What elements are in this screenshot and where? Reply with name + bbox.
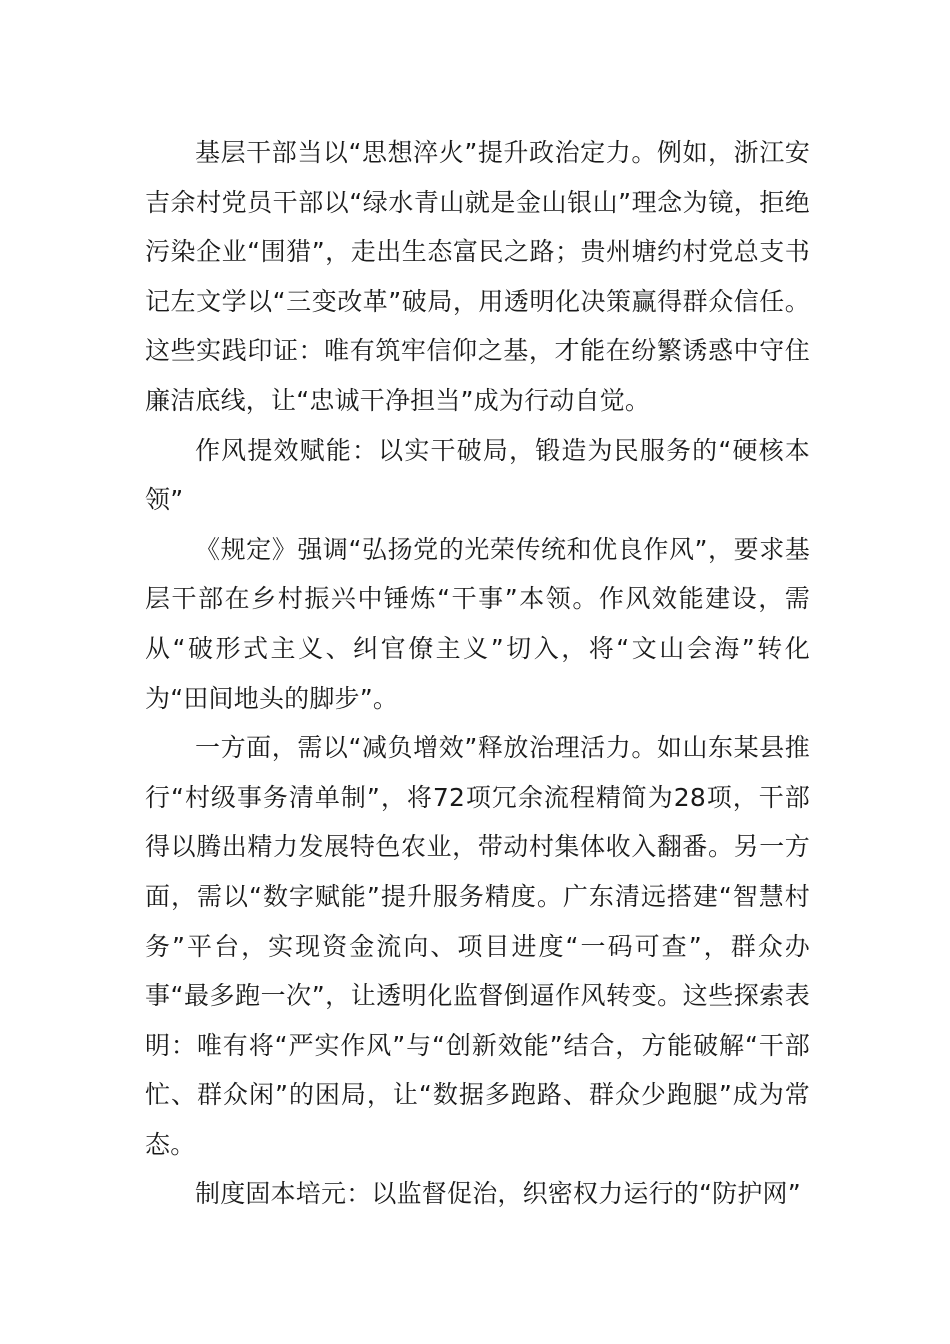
paragraph-regulation-emphasis: 《规定》强调“弘扬党的光荣传统和优良作风”，要求基层干部在乡村振兴中锤炼“干事”本领。作风效能建设，需从“破形式主义、纠官僚主义”切入，将“文山会海”转化为“田间地头的脚步”。 — [145, 534, 810, 713]
paragraph-ideological-tempering: 基层干部当以“思想淬火”提升政治定力。例如，浙江安吉余村党员干部以“绿水青山就是金山银山”理念为镜，拒绝污染企业“围猎”，走出生态富民之路；贵州塘约村党总支书记左文学以“三变改革”破局，用透明化决策赢得群众信任。这些实践印证：唯有筑牢信仰之基，才能在纷繁诱惑中守住廉洁底线，让“忠诚干净担当”成为行动自觉。 — [145, 138, 810, 415]
paragraph-burden-reduction: 一方面，需以“减负增效”释放治理活力。如山东某县推行“村级事务清单制”，将72项冗余流程精简为28项，干部得以腾出精力发展特色农业，带动村集体收入翻番。另一方面，需以“数字赋能”提升服务精度。广东清远搭建“智慧村务”平台，实现资金流向、项目进度“一码可查”，群众办事“最多跑一次”，让透明化监督倒逼作风转变。这些探索表明：唯有将“严实作风”与“创新效能”结合，方能破解“干部忙、群众闲”的困局，让“数据多跑路、群众少跑腿”成为常态。 — [145, 733, 810, 1159]
section-heading-institutional-supervision: 制度固本培元：以监督促治，织密权力运行的“防护网” — [195, 1179, 801, 1209]
document-body — [145, 128, 810, 1219]
section-heading-work-style: 作风提效赋能：以实干破局，锻造为民服务的“硬核本领” — [145, 435, 810, 515]
